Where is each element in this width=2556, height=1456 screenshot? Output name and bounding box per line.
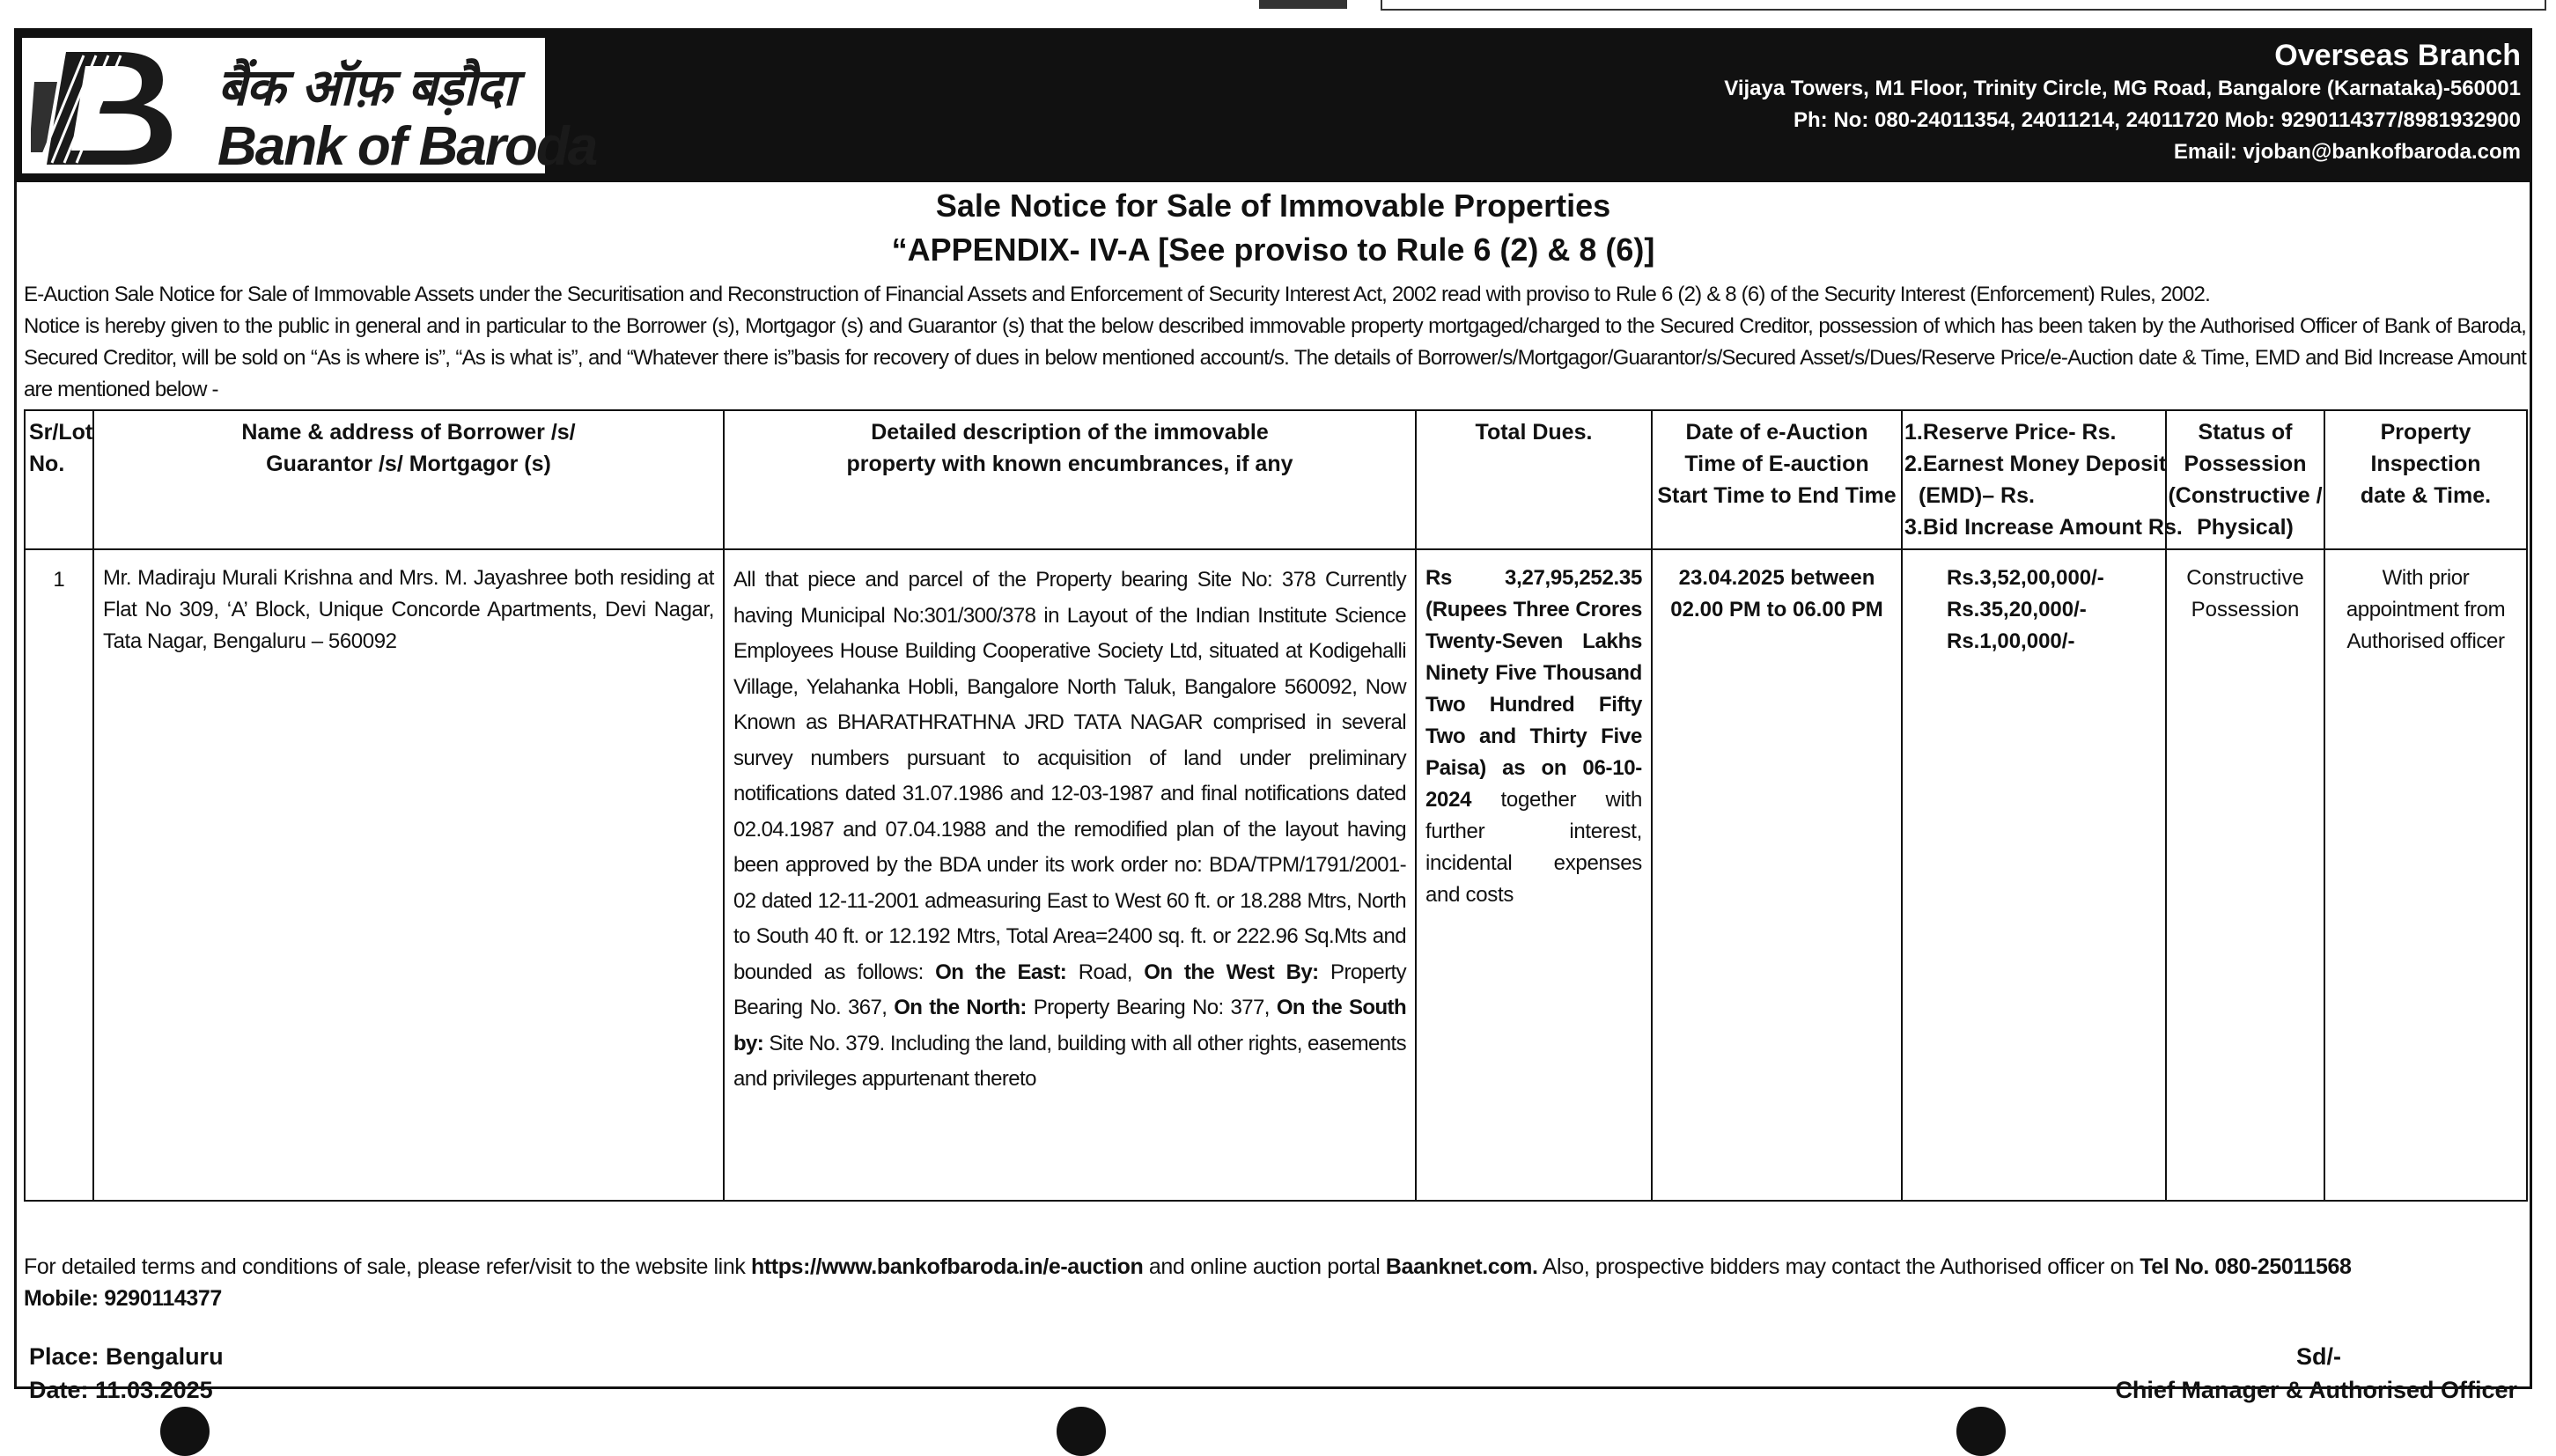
sale-notice [14, 28, 2532, 1403]
east-label: On the East: [935, 960, 1067, 984]
description-main: All that piece and parcel of the Property bearing Site No: 378 Currently having Municipal No:301/300/378 in Layout of the Indian Institute Science Employees House Building Cooperative Society Ltd, situated at Kodigehalli Village, Yelahanka Hobli, Bangalore North Taluk, Bangalore 560092, Now Known as BHARATHRATHNA JRD TATA NAGAR comprised in several survey numbers pursuant to acquisition of land under preliminary notifications dated 31.07.1986 and 12-03-1987 and final notifications dated 02.04.1987 and 07.04.1988 and the remodified plan of the layout having been approved by the BDA under its work order no: BDA/TPM/1791/2001-02 dated 12-11-2001 admeasuring East to West 60 ft. or 18.288 Mtrs, North to South 40 ft. or 12.192 Mtrs, Total Area=2400 sq. ft. or 222.96 Sq.Mts and bounded as follows: [733, 568, 1406, 984]
registration-dot-center [1057, 1407, 1106, 1456]
col-status-header [2166, 410, 2324, 549]
signature-block [2115, 1340, 2517, 1407]
north-value: Property Bearing No: 377, [1026, 996, 1277, 1019]
branch-address: Vijaya Towers, M1 Floor, Trinity Circle, MG Road, Bangalore (Karnataka)-560001 [1724, 77, 2521, 100]
east-value: Road, [1066, 960, 1145, 984]
terms-prefix: For detailed terms and conditions of sale, please refer/visit to the website link [24, 1254, 751, 1279]
price-header-line-1: 1.Reserve Price- Rs. [1904, 420, 2117, 445]
branch-email: Email: vjoban@bankofbaroda.com [2173, 140, 2521, 164]
auction-table [24, 409, 2528, 1202]
officer-mobile: Mobile: 9290114377 [24, 1286, 222, 1311]
borrower-header-text: Name & address of Borrower /s/ Guarantor /s/ Mortgagor (s) [241, 420, 576, 476]
terms-mid: and online auction portal [1143, 1254, 1386, 1279]
intro-paragraph-1: E-Auction Sale Notice for Sale of Immovable Assets under the Securitisation and Reconstruction of Financial Assets and Enforcement of Security Interest Act, 2002 read with proviso to Rule 6 (2) & 8 (6) of the Security Interest (Enforcement) Rules, 2002. [24, 283, 2210, 306]
registration-dot-left [160, 1407, 210, 1456]
status-header-line-3: (Constructive / [2168, 483, 2323, 508]
cell-auction-date: 23.04.2025 between 02.00 PM to 06.00 PM [1652, 549, 1902, 1201]
cell-inspection: With prior appointment from Authorised officer [2324, 549, 2527, 1201]
date-header-line-3: Start Time to End Time [1657, 483, 1897, 508]
col-price-header [1902, 410, 2183, 549]
bank-of-baroda-logo-icon [31, 47, 185, 170]
inspection-header-line-2: Inspection [2370, 452, 2481, 476]
west-label: On the West By: [1144, 960, 1319, 984]
notice-subtitle: “APPENDIX- IV-A [See proviso to Rule 6 (2) & 8 (6)] [891, 232, 1655, 268]
table-row [25, 549, 2527, 1201]
col-dues-header: Total Dues. [1416, 410, 1652, 549]
date-header-line-1: Date of e-Auction [1685, 420, 1868, 445]
signed-mark: Sd/- [2296, 1343, 2341, 1370]
cell-prices [1902, 549, 2166, 1201]
possession-status-line-2: Possession [2191, 598, 2300, 621]
status-header-line-1: Status of [2198, 420, 2293, 445]
intro-paragraph-2: Notice is hereby given to the public in general and in particular to the Borrower (s), Mortgagor (s) and Guarantor (s) that the below described immovable property mortgaged/charged to the Secured Creditor, possession of which has been taken by the Authorised Officer of Bank of Baroda, Secured Creditor, will be sold on “As is where is”, “As is what is”, and “Whatever there is”basis for recovery of dues in below mentioned account/s. The details of Borrower/s/Mortgagor/Guarantor/s/Secured Asset/s/Dues/Reserve Price/e-Auction date & Time, EMD and Bid Increase Amount are mentioned below - [24, 314, 2526, 401]
possession-status-line-1: Constructive [2186, 566, 2304, 590]
south-value: Site No. 379. Including the land, building with all other rights, easements and privileges appurtenant thereto [733, 1031, 1406, 1091]
signatory-title: Chief Manager & Authorised Officer [2115, 1377, 2517, 1403]
reserve-price: Rs.3,52,00,000/- [1947, 566, 2104, 590]
col-description-header [724, 410, 1416, 549]
cell-total-dues [1416, 549, 1652, 1201]
price-header-line-2: 2.Earnest Money Deposit [1904, 452, 2167, 476]
top-block [1259, 0, 1347, 9]
portal-link[interactable]: Baanknet.com. [1385, 1254, 1538, 1279]
emd-amount: Rs.35,20,000/- [1947, 598, 2087, 621]
col-inspection-header [2324, 410, 2527, 549]
price-header-line-3: (EMD)– Rs. [1919, 483, 2035, 508]
website-link[interactable]: https://www.bankofbaroda.in/e-auction [750, 1254, 1144, 1279]
terms-suffix: Also, prospective bidders may contact the Authorised officer on [1537, 1254, 2140, 1279]
branch-phone: Ph: No: 080-24011354, 24011214, 24011720 Mob: 9290114377/8981932900 [1794, 108, 2521, 132]
north-label: On the North: [894, 996, 1027, 1019]
terms-note [24, 1251, 2530, 1314]
place-date [29, 1340, 224, 1407]
cell-sr: 1 [25, 549, 93, 1201]
officer-tel: Tel No. 080-25011568 [2140, 1254, 2352, 1279]
cell-borrower: Mr. Madiraju Murali Krishna and Mrs. M. Jayashree both residing at Flat No 309, ‘A’ Block, Unique Concorde Apartments, Devi Nagar, Tata Nagar, Bengaluru – 560092 [93, 549, 724, 1201]
description-header-text: Detailed description of the immovable property with known encumbrances, if any [846, 420, 1293, 476]
registration-dot-right [1956, 1407, 2006, 1456]
bank-logo [20, 36, 597, 177]
intro-text [24, 279, 2526, 406]
price-header-line-4: 3.Bid Increase Amount Rs. [1904, 515, 2183, 540]
dues-amount: Rs 3,27,95,252.35 (Rupees Three Crores Twenty-Seven Lakhs Ninety Five Thousand Two Hundred Fifty Two and Thirty Five Paisa) as on 06-10-2024 [1425, 566, 1642, 812]
branch-name: Overseas Branch [2274, 39, 2521, 72]
notice-header [17, 31, 2530, 182]
status-header-line-4: Physical) [2197, 515, 2294, 540]
bid-increase-amount: Rs.1,00,000/- [1947, 629, 2075, 653]
cell-description [724, 549, 1416, 1201]
west-value: Property Bearing No. 367, [733, 960, 1406, 1019]
inspection-header-line-1: Property [2380, 420, 2471, 445]
col-borrower-header [93, 410, 724, 549]
branch-info [1724, 38, 2521, 168]
south-label: On the South by: [733, 996, 1407, 1055]
notice-title: Sale Notice for Sale of Immovable Properties [935, 188, 1611, 224]
col-date-header [1652, 410, 1902, 549]
col-sr-header: Sr/Lot No. [25, 410, 93, 549]
inspection-header-line-3: date & Time. [2360, 483, 2492, 508]
top-box [1381, 0, 2546, 11]
dues-note: together with further interest, incidental expenses and costs [1425, 788, 1642, 907]
cell-possession-status [2166, 549, 2324, 1201]
logo-english-text: Bank of Baroda [217, 116, 597, 177]
place: Place: Bengaluru [29, 1343, 224, 1370]
status-header-line-2: Possession [2184, 452, 2307, 476]
table-header-row [25, 410, 2527, 549]
notice-date: Date: 11.03.2025 [29, 1377, 213, 1403]
date-header-line-2: Time of E-auction [1684, 452, 1869, 476]
logo-hindi-text: बैंक ऑफ़ बड़ौदा [217, 57, 516, 117]
page-top-strip [0, 0, 2556, 26]
